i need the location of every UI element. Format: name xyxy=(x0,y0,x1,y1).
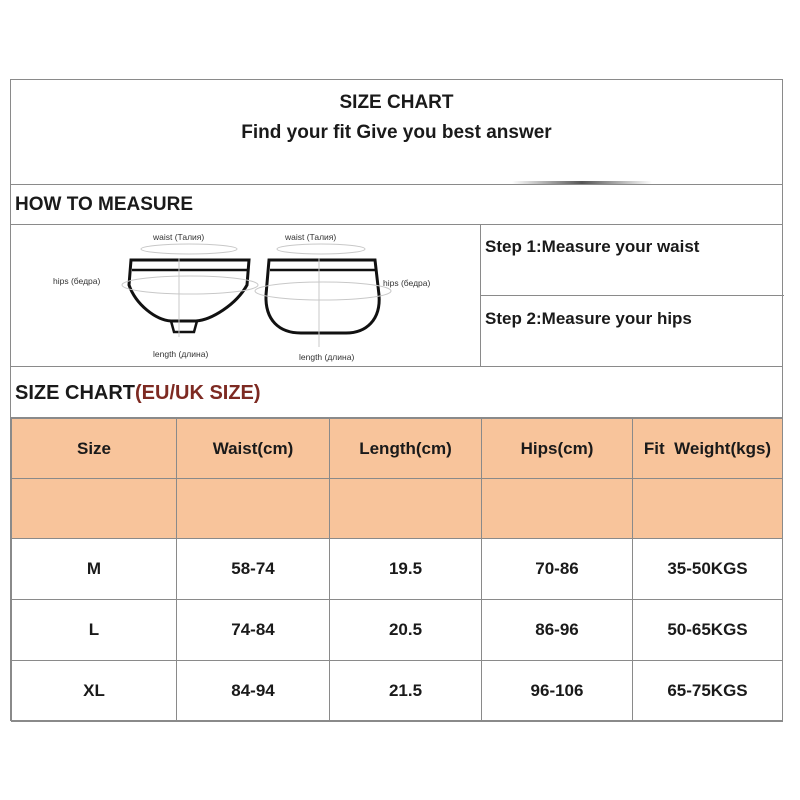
length-label-right: length (длина) xyxy=(299,352,355,362)
column-header: Size xyxy=(12,419,177,479)
table-cell: 20.5 xyxy=(330,600,482,661)
how-to-measure-title: HOW TO MEASURE xyxy=(15,194,194,215)
column-header: Waist(cm) xyxy=(177,419,330,479)
table-cell: 65-75KGS xyxy=(633,661,783,722)
table-cell: 58-74 xyxy=(177,539,330,600)
waist-label-right: waist (Талия) xyxy=(285,232,337,242)
size-chart-title-accent: (EU/UK SIZE) xyxy=(135,382,261,404)
measure-section xyxy=(11,225,782,367)
length-label-left: length (длина) xyxy=(153,349,209,359)
table-cell: 70-86 xyxy=(482,539,633,600)
decorative-shade xyxy=(512,181,652,184)
waist-label-left: waist (Талия) xyxy=(153,232,205,242)
hips-label-right: hips (бедра) xyxy=(383,278,431,288)
step-2: Step 2:Measure your hips xyxy=(485,309,692,328)
table-cell: M xyxy=(12,539,177,600)
size-chart-title-main: SIZE CHART xyxy=(15,382,135,404)
table-cell: 86-96 xyxy=(482,600,633,661)
page-title: SIZE CHART xyxy=(339,92,454,113)
size-chart-heading-row xyxy=(11,367,782,418)
step-1: Step 1:Measure your waist xyxy=(481,225,784,296)
table-cell: 50-65KGS xyxy=(633,600,783,661)
column-header: Length(cm) xyxy=(330,419,482,479)
table-row xyxy=(12,661,783,722)
table-cell: 84-94 xyxy=(177,661,330,722)
table-row xyxy=(12,600,783,661)
table-row xyxy=(12,539,783,600)
size-table xyxy=(11,418,783,722)
table-cell: 21.5 xyxy=(330,661,482,722)
table-cell: L xyxy=(12,600,177,661)
hips-label-left: hips (бедра) xyxy=(53,276,101,286)
measurement-illustration xyxy=(11,225,481,367)
briefs-diagram-icon xyxy=(11,225,481,367)
size-chart-frame xyxy=(10,79,783,721)
size-chart-title xyxy=(15,382,261,405)
page-subtitle: Find your fit Give you best answer xyxy=(241,122,552,143)
header-section xyxy=(11,80,782,185)
table-header-row xyxy=(12,419,783,479)
table-cell: 35-50KGS xyxy=(633,539,783,600)
table-cell: 74-84 xyxy=(177,600,330,661)
table-spacer-row xyxy=(12,479,783,539)
table-cell: XL xyxy=(12,661,177,722)
column-header: Fit Weight(kgs) xyxy=(633,419,783,479)
column-header: Hips(cm) xyxy=(482,419,633,479)
table-cell: 96-106 xyxy=(482,661,633,722)
how-to-measure-heading-row xyxy=(11,185,782,225)
table-cell: 19.5 xyxy=(330,539,482,600)
